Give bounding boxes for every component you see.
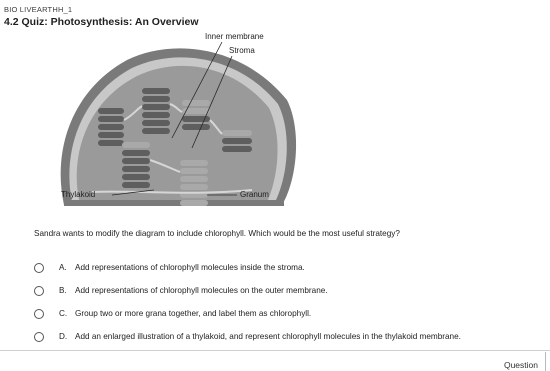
option-b[interactable]: [34, 279, 544, 302]
footer-nav-edge: [545, 352, 550, 371]
option-d[interactable]: [34, 325, 544, 348]
footer-divider: [0, 350, 550, 351]
radio-button[interactable]: [34, 286, 44, 296]
option-letter: A.: [59, 263, 67, 272]
answer-options: [34, 256, 544, 348]
option-letter: C.: [59, 309, 68, 318]
option-text: Add representations of chlorophyll molecules inside the stroma.: [75, 263, 305, 272]
radio-button[interactable]: [34, 332, 44, 342]
option-a[interactable]: [34, 256, 544, 279]
granum-stack: [222, 130, 252, 152]
course-code: BIO LIVEARTHH_1: [4, 5, 73, 14]
option-letter: D.: [59, 332, 68, 341]
option-letter: B.: [59, 286, 67, 295]
option-c[interactable]: [34, 302, 544, 325]
label-stroma: Stroma: [229, 46, 255, 55]
option-text: Add an enlarged illustration of a thylakoid, and represent chlorophyll molecules in the thylakoid membrane.: [75, 332, 461, 341]
option-text: Add representations of chlorophyll molecules on the outer membrane.: [75, 286, 328, 295]
granum-stack: [98, 108, 124, 146]
radio-button[interactable]: [34, 309, 44, 319]
option-text: Group two or more grana together, and label them as chlorophyll.: [75, 309, 312, 318]
cut-edge: [64, 200, 284, 206]
radio-button[interactable]: [34, 263, 44, 273]
quiz-title: 4.2 Quiz: Photosynthesis: An Overview: [4, 16, 199, 28]
question-nav-label[interactable]: Question: [503, 360, 538, 370]
label-inner-membrane: Inner membrane: [205, 32, 264, 41]
question-text: Sandra wants to modify the diagram to include chlorophyll. Which would be the most useful strategy?: [34, 229, 400, 238]
label-thylakoid: Thylakoid: [61, 190, 96, 199]
chloroplast-diagram: [52, 30, 302, 220]
label-granum: Granum: [240, 190, 269, 199]
